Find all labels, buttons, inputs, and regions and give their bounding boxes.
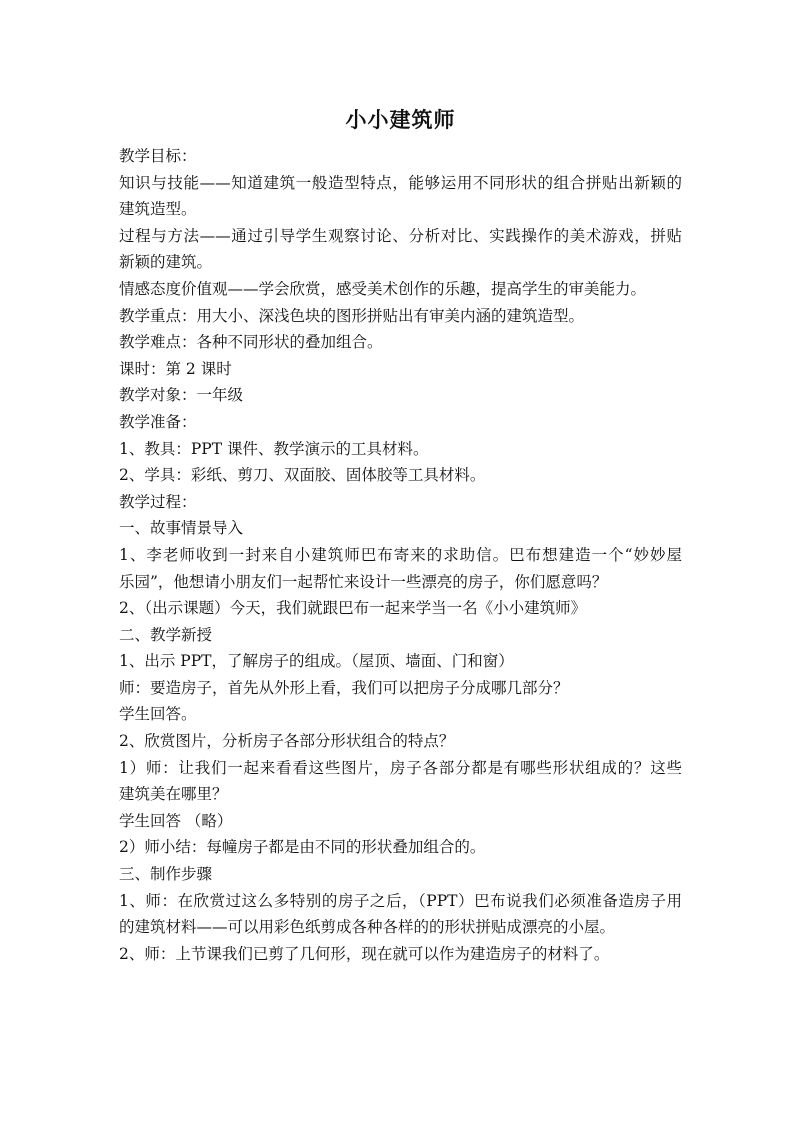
text-line: 乐园”，他想请小朋友们一起帮忙来设计一些漂亮的房子，你们愿意吗？ [119,572,608,591]
text-line: 学生回答 （略） [119,811,233,830]
text-line: 的建筑材料——可以用彩色纸剪成各种各样的的形状拼贴成漂亮的小屋。 [119,918,616,937]
text-line: 课时：第 2 课时 [119,359,232,378]
text-line: 教学难点：各种不同形状的叠加组合。 [119,333,383,352]
text-line: 教学重点：用大小、深浅色块的图形拼贴出有审美内涵的建筑造型。 [119,306,585,325]
text-line: 教学准备： [119,412,197,431]
text-line: 教学目标： [119,147,197,165]
document-title: 小小建筑师 [345,107,456,132]
text-line: 新颖的建筑。 [119,253,213,272]
text-line: 2、欣赏图片，分析房子各部分形状组合的特点？ [119,732,455,751]
text-line: 1、出示 PPT，了解房子的组成。（屋顶、墙面、门和窗） [119,652,514,671]
text-line: 教学对象：一年级 [119,386,244,405]
text-line: 学生回答。 [119,705,197,724]
text-line: 建筑造型。 [119,200,197,219]
text-line: 1、教具：PPT 课件、教学演示的工具材料。 [119,439,429,458]
text-line: 教学过程： [119,492,197,511]
text-line: 1）师：让我们一起来看看这些图片，房子各部分都是有哪些形状组成的？这些 [119,758,682,777]
text-line: 1、师：在欣赏过这么多特别的房子之后，（PPT）巴布说我们必须准备造房子用 [119,891,682,910]
text-line: 师：要造房子，首先从外形上看，我们可以把房子分成哪几部分？ [119,678,569,697]
text-line: 过程与方法——通过引导学生观察讨论、分析对比、实践操作的美术游戏，拼贴 [119,226,682,245]
text-line: 二、教学新授 [119,625,213,644]
text-line: 2、（出示课题）今天，我们就跟巴布一起来学当一名《小小建筑师》 [119,599,587,618]
text-line: 情感态度价值观——学会欣赏，感受美术创作的乐趣，提高学生的审美能力。 [119,279,647,298]
text-line: 2）师小结：每幢房子都是由不同的形状叠加组合的。 [119,838,486,857]
text-line: 一、故事情景导入 [119,519,244,538]
text-line: 2、师：上节课我们已剪了几何形，现在就可以作为建造房子的材料了。 [119,944,610,963]
text-line: 建筑美在哪里？ [119,785,228,804]
document-body [119,143,682,967]
text-line: 知识与技能——知道建筑一般造型特点，能够运用不同形状的组合拼贴出新颖的 [119,173,682,192]
text-line: 三、制作步骤 [119,865,213,884]
text-line: 1、李老师收到一封来自小建筑师巴布寄来的求助信。巴布想建造一个“妙妙屋 [119,545,682,564]
text-line: 2、学具：彩纸、剪刀、双面胶、固体胶等工具材料。 [119,466,486,485]
